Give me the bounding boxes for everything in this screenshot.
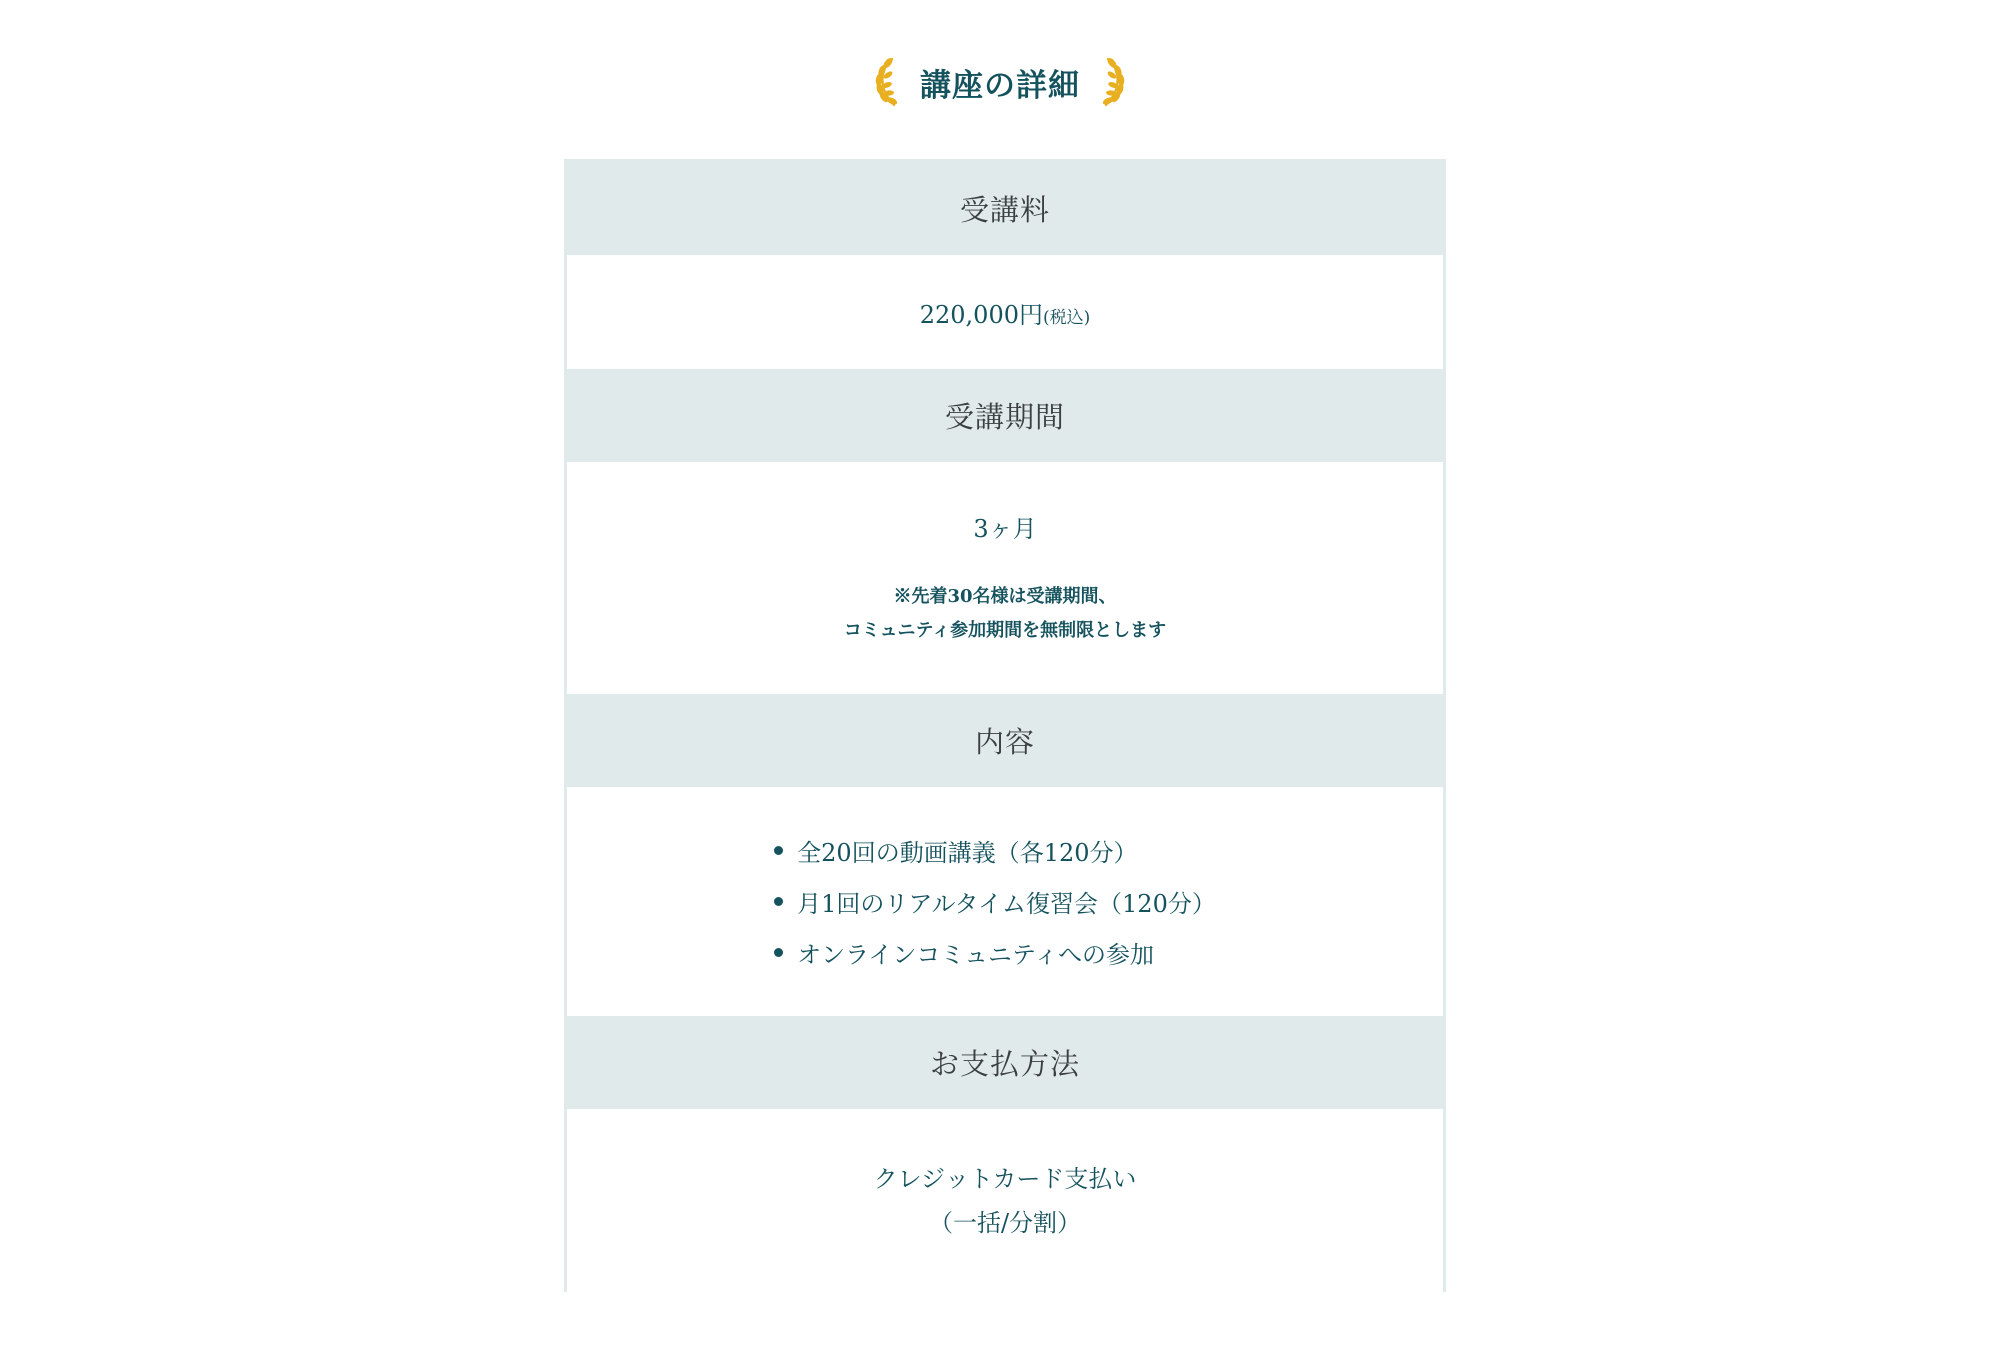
list-item-text: 全20回の動画講義（各120分） bbox=[797, 839, 1138, 867]
content-label: 内容 bbox=[974, 725, 1035, 759]
period-value-row bbox=[567, 462, 1443, 694]
page-title: 講座の詳細 bbox=[920, 67, 1080, 104]
payment-method: クレジットカード支払い bbox=[873, 1164, 1137, 1193]
payment-label: お支払方法 bbox=[929, 1047, 1080, 1081]
payment-options: （一括/分割） bbox=[928, 1208, 1082, 1237]
fee-label-row bbox=[567, 162, 1443, 255]
content-list bbox=[774, 825, 1216, 978]
list-item bbox=[774, 825, 1216, 876]
section-heading bbox=[0, 52, 2000, 112]
period-note-line-1: ※先着30名様は受講期間、 bbox=[893, 585, 1117, 607]
fee-value-row bbox=[567, 255, 1443, 369]
list-item-text: オンラインコミュニティへの参加 bbox=[797, 941, 1155, 969]
list-item-text: 月1回のリアルタイム復習会（120分） bbox=[797, 890, 1216, 918]
laurel-left-icon bbox=[874, 55, 900, 109]
content-value-row bbox=[567, 787, 1443, 1016]
bullet-icon bbox=[774, 897, 783, 906]
details-table bbox=[564, 159, 1446, 1292]
list-item bbox=[774, 876, 1216, 927]
payment-label-row bbox=[567, 1016, 1443, 1109]
period-label: 受講期間 bbox=[944, 400, 1065, 434]
fee-label: 受講料 bbox=[959, 193, 1050, 227]
fee-tax-note: (税込) bbox=[1042, 307, 1091, 328]
period-value: 3ヶ月 bbox=[973, 514, 1037, 543]
fee-amount: 220,000円 bbox=[919, 300, 1043, 329]
period-note-line-2: コミュニティ参加期間を無制限とします bbox=[843, 619, 1167, 641]
laurel-right-icon bbox=[1100, 55, 1126, 109]
period-label-row bbox=[567, 369, 1443, 462]
bullet-icon bbox=[774, 846, 783, 855]
content-label-row bbox=[567, 694, 1443, 787]
bullet-icon bbox=[774, 948, 783, 957]
payment-value-row bbox=[567, 1109, 1443, 1292]
list-item bbox=[774, 927, 1216, 978]
